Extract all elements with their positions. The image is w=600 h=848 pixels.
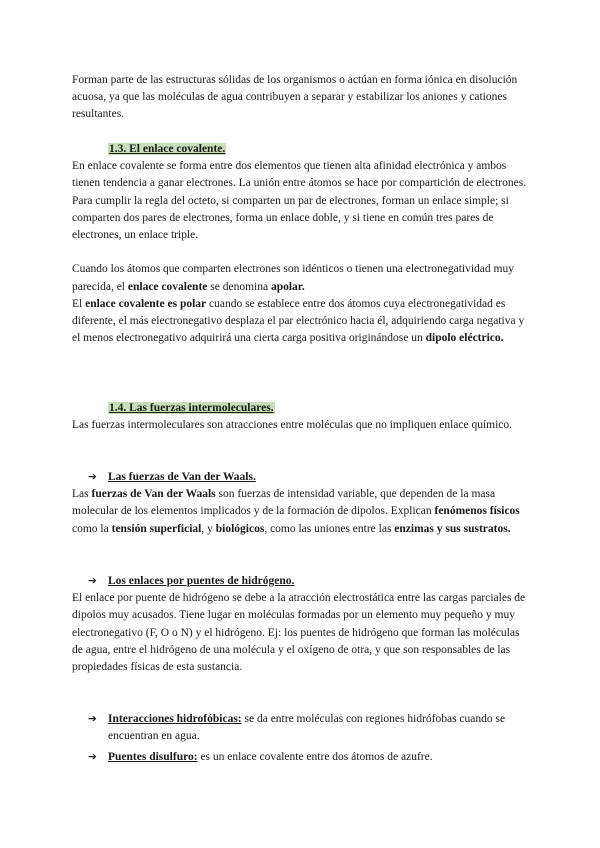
section-heading bbox=[108, 141, 530, 158]
text-run: Cuando los átomos que comparten electrones son idénticos o tienen una electronegatividad muy parecida, el bbox=[72, 263, 514, 293]
paragraph bbox=[72, 261, 530, 295]
list-item bbox=[72, 711, 530, 745]
paragraph bbox=[72, 486, 530, 538]
text-run: , como las uniones entre las bbox=[264, 522, 395, 535]
paragraph: El enlace por puente de hidrógeno se debe a la atracción electrostática entre las cargas parciales de dipolos muy acusados. Tiene lugar en moléculas formadas por un elemento muy pequeño y muy electronegativo (F, O o N) y el hidrógeno. Ej: los puentes de hidrógeno que forman las moléculas de agua, entre el hidrógeno de una molécula y el oxígeno de otra, y que son responsables de las propiedades físicas de esta sustancia. bbox=[72, 592, 526, 674]
text-run: , y bbox=[201, 522, 216, 535]
subheading bbox=[88, 573, 530, 590]
subheading-text: Los enlaces por puentes de hidrógeno. bbox=[108, 575, 295, 587]
arrow-icon: ➔ bbox=[88, 751, 97, 764]
text-run: como la bbox=[72, 522, 112, 535]
bold-term: enlace covalente bbox=[127, 280, 208, 293]
arrow-icon: ➔ bbox=[88, 575, 97, 587]
bold-term: enzimas y sus sustratos. bbox=[394, 522, 511, 535]
section-heading-text: 1.3. El enlace covalente. bbox=[109, 143, 226, 155]
bold-term: fenómenos físicos bbox=[434, 505, 520, 518]
text-run: son fuerzas de intensidad variable, que dependen de la masa molecular de los elementos implicados y de la formación de dipolos. Explican bbox=[72, 488, 496, 518]
paragraph: Las fuerzas intermoleculares son atracciones entre moléculas que no impliquen enlace químico. bbox=[72, 419, 513, 432]
section-heading bbox=[108, 400, 530, 417]
paragraph bbox=[72, 296, 530, 348]
bullet-term: Interacciones hidrofóbicas: bbox=[108, 713, 242, 725]
list-item bbox=[72, 749, 530, 766]
bold-term: dipolo eléctrico. bbox=[425, 332, 504, 345]
subheading bbox=[88, 469, 530, 486]
arrow-icon: ➔ bbox=[88, 471, 97, 483]
bullet-text: se da entre moléculas con regiones hidrófobas cuando se encuentran en agua. bbox=[108, 713, 506, 743]
bullet-list bbox=[72, 711, 530, 767]
bold-term: biológicos bbox=[215, 522, 265, 535]
subheading-text: Las fuerzas de Van der Waals. bbox=[108, 471, 256, 483]
text-run: El bbox=[72, 297, 86, 310]
text-run: cuando se establece entre dos átomos cuya electronegatividad es diferente, el más electronegativo desplaza el par electrónico hacia él, adquiriendo carga negativa y el menos electronegativo adquirirá una cierta carga positiva originándose un bbox=[72, 297, 525, 345]
bold-term: fuerzas de Van der Waals bbox=[91, 488, 216, 501]
paragraph: Para cumplir la regla del octeto, si comparten un par de electrones, forman un enlace simple; si comparten dos pares de electrones, forma un enlace doble, y si tiene en común tres pares de electrones, un enlace triple. bbox=[72, 194, 509, 242]
paragraph: En enlace covalente se forma entre dos elementos que tienen alta afinidad electrónica y ambos tienen tendencia a ganar electrones. La unión entre átomos se hace por compartición de electrones. bbox=[72, 160, 527, 190]
intro-text: Forman parte de las estructuras sólidas de los organismos o actúan en forma iónica en disolución acuosa, ya que las moléculas de agua contribuyen a separar y estabilizar los aniones y cationes resultantes. bbox=[72, 74, 518, 121]
bullet-term: Puentes disulfuro: bbox=[108, 751, 198, 764]
van-der-waals-section bbox=[72, 469, 530, 538]
bold-term: enlace covalente es polar bbox=[85, 297, 207, 310]
bold-term: tensión superficial bbox=[111, 522, 202, 535]
bold-term: apolar. bbox=[270, 280, 305, 293]
section-heading-text: 1.4. Las fuerzas intermoleculares. bbox=[109, 402, 274, 414]
text-run: se denomina bbox=[207, 280, 271, 293]
hydrogen-bond-section bbox=[72, 573, 530, 676]
text-run: Las bbox=[72, 488, 92, 501]
section-1-3 bbox=[72, 141, 530, 347]
bullet-text: es un enlace covalente entre dos átomos de azufre. bbox=[197, 751, 433, 764]
section-1-4 bbox=[72, 400, 530, 434]
arrow-icon: ➔ bbox=[88, 713, 97, 725]
intro-paragraph bbox=[72, 72, 530, 124]
